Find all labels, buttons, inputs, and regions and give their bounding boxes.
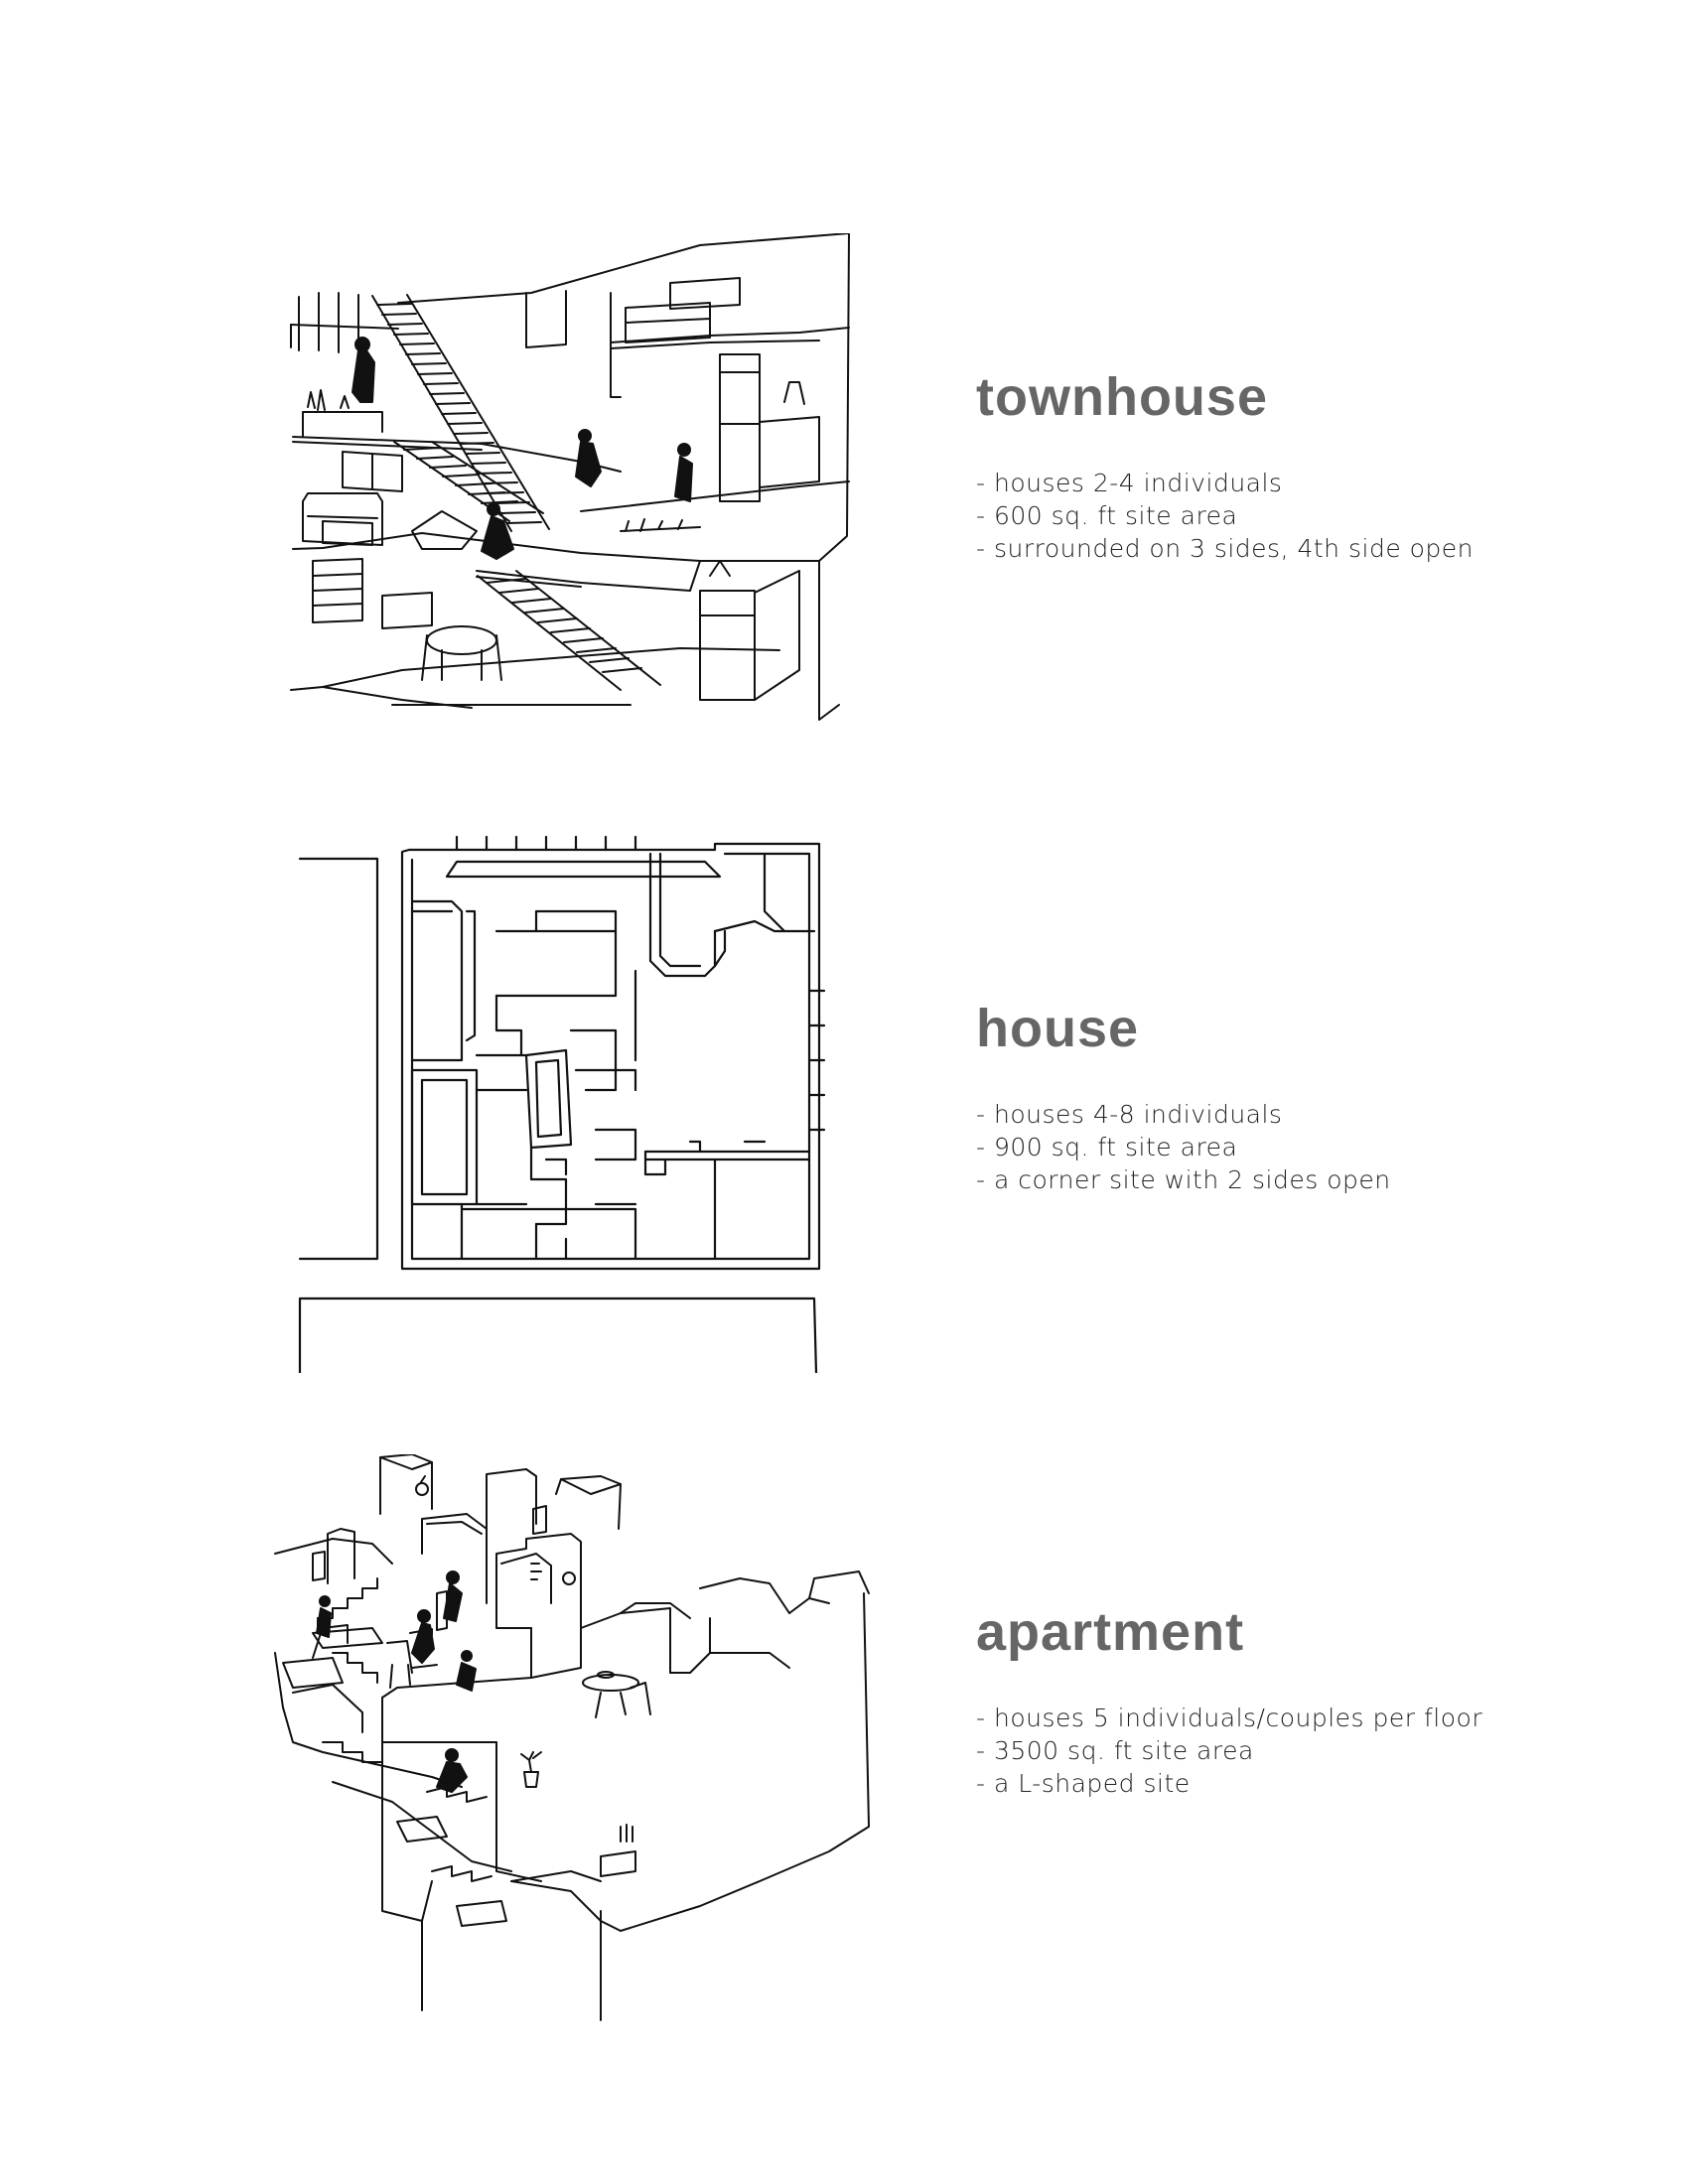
townhouse-section [976,365,1612,565]
list-item: - surrounded on 3 sides, 4th side open [976,534,1475,563]
bullet-list [976,1098,1612,1196]
apartment-section [976,1600,1612,1800]
list-item: - a corner site with 2 sides open [976,1165,1391,1194]
list-item: - houses 5 individuals/couples per floor [976,1704,1483,1732]
house-section [976,997,1612,1196]
list-item: - a L-shaped site [976,1769,1191,1798]
list-item: - 900 sq. ft site area [976,1133,1238,1161]
townhouse-section-sketch [283,233,854,725]
section-title: townhouse [976,367,1268,427]
bullet-list [976,467,1612,565]
apartment-axonometric-sketch [273,1454,879,2025]
section-title: apartment [976,1602,1245,1662]
list-item: - houses 4-8 individuals [976,1100,1283,1129]
section-title: house [976,999,1140,1058]
list-item: - 3500 sq. ft site area [976,1736,1254,1765]
house-plan-sketch [298,832,839,1373]
list-item: - 600 sq. ft site area [976,501,1238,530]
bullet-list [976,1702,1612,1800]
list-item: - houses 2-4 individuals [976,469,1283,497]
